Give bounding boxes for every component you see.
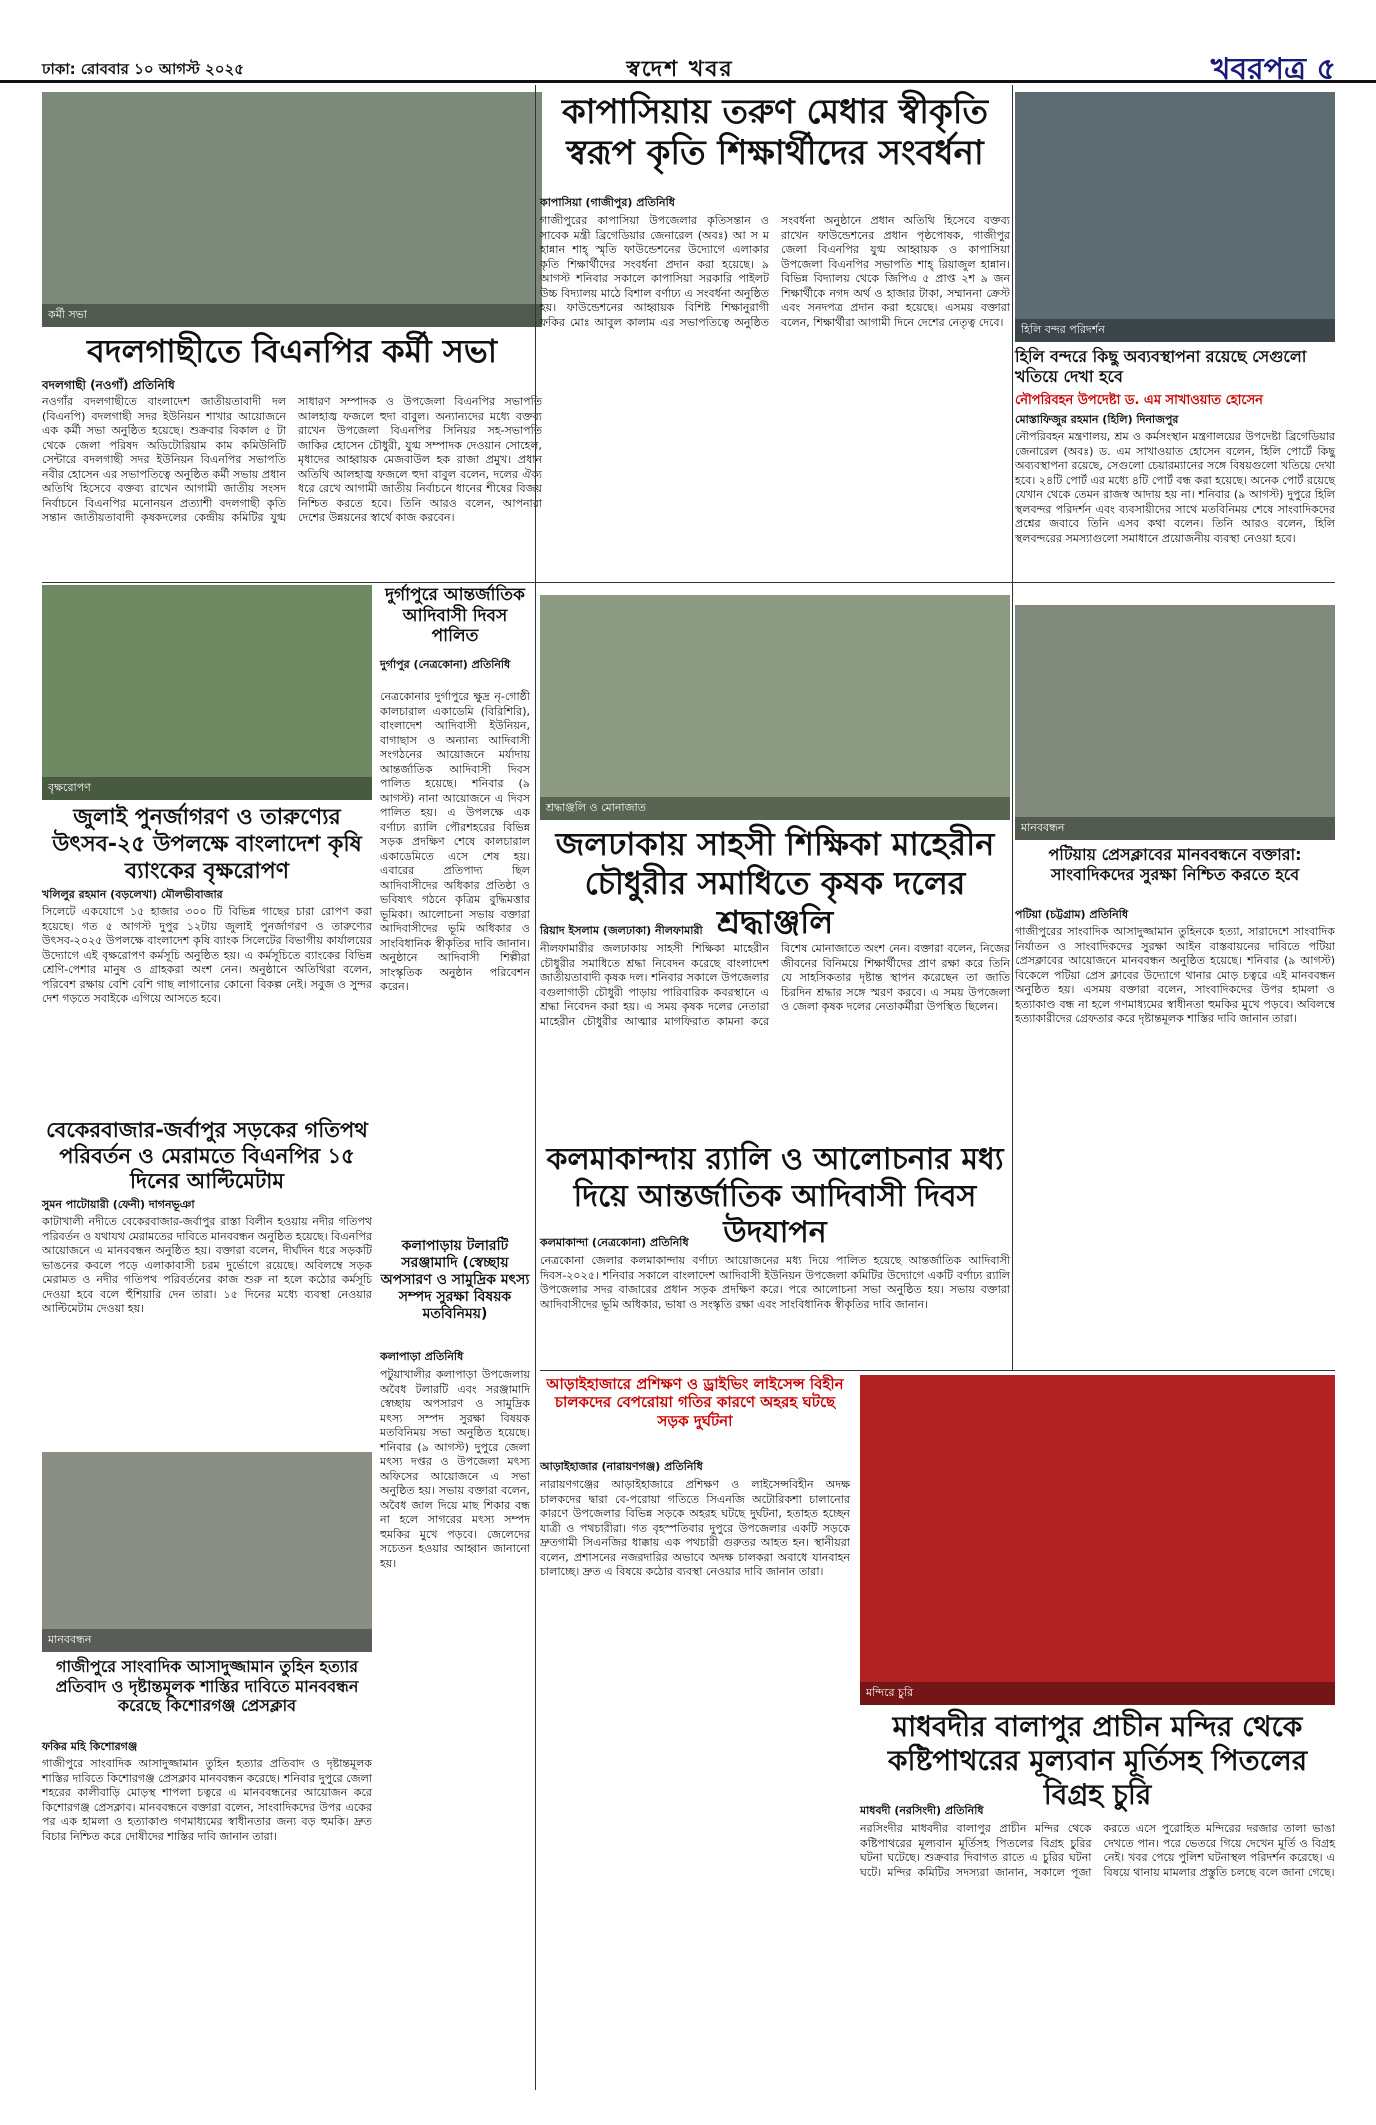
photo-jaldhaka-munajat: শ্রদ্ধাঞ্জলি ও মোনাজাত: [540, 595, 1010, 820]
byline-araihazar: আড়াইহাজার (নারায়ণগঞ্জ) প্রতিনিধি: [540, 1460, 703, 1473]
photo-kishoreganj-rally: মানববন্ধন: [42, 1452, 372, 1652]
row-divider: [540, 1370, 1335, 1371]
byline-jaldhaka: রিয়াদ ইসলাম (জলঢাকা) নীলফামারী: [540, 924, 703, 937]
byline-madhabdi: মাধবদী (নরসিংদী) প্রতিনিধি: [860, 1804, 984, 1817]
body-madhabdi: নরসিংদীর মাধবদীর বালাপুর প্রাচীন মন্দির থেকে কষ্টিপাথরের মূল্যবান মূর্তিসহ পিতলের বিগ্রহ চুরির ঘটনা ঘটেছে। শুক্রবার দিবাগত রাতে এ চুরির ঘটনা ঘটে। মন্দির কমিটির সদস্যরা জানান, সকালে পূজা করতে এসে পুরোহিত মন্দিরের দরজার তালা ভাঙা দেখতে পান। পরে ভেতরে গিয়ে দেখেন মূর্তি ও বিগ্রহ নেই। খবর পেয়ে পুলিশ ঘটনাস্থল পরিদর্শন করেছে। এ বিষয়ে থানায় মামলার প্রস্তুতি চলছে বলে জানা গেছে।: [860, 1822, 1335, 1879]
column-divider: [535, 85, 536, 2090]
byline-kalmakanda: কলমাকান্দা (নেত্রকোনা) প্রতিনিধি: [540, 1236, 689, 1249]
body-badalgachhi: নওগাঁর বদলগাছীতে বাংলাদেশ জাতীয়তাবাদী দল (বিএনপি) বদলগাছী সদর ইউনিয়ন শাখার আয়োজনে এক কর্মী সভা অনুষ্ঠিত হয়েছে। শুক্রবার বিকাল ৫ টা থেকে জেলা পরিষদ অডিটোরিয়াম কাম কমিউনিটি সেন্টারে বদলগাছী সদর ইউনিয়ন বিএনপির সভাপতি নবীর হোসেন এর সভাপতিত্বে অনুষ্ঠিত কর্মী সভায় প্রধান অতিথি হিসেবে বক্তব্য রাখেন আগামী জাতীয় সংসদ নির্বাচনে বিএনপির মনোনয়ন প্রত্যাশী বদলগাছী কৃতি সন্তান জাতীয়তাবাদী কৃষকদলের কেন্দ্রীয় কমিটির যুগ্ম সাধারণ সম্পাদক ও উপজেলা বিএনপির সভাপতি আলহাজ্ব ফজলে হুদা বাবুল। অন্যান্যদের মধ্যে বক্তব্য রাখেন উপজেলা বিএনপির সিনিয়র সহ-সভাপতি জাকির হোসেন চৌধুরী, যুগ্ম সম্পাদক দেওয়ান সোহেল, মৃধাদের আহ্বায়ক মেজবাউল হক রাজা প্রমুখ। প্রধান অতিথি আলহাজ্ব ফজলে হুদা বাবুল বলেন, দলের ঐক্য ধরে রেখে আগামী জাতীয় নির্বাচনে ধানের শীষের বিজয় নিশ্চিত করতে হবে। তিনি আরও বলেন, আপনারা দেশের উন্নয়নের স্বার্থে কাজ করবেন।: [42, 395, 542, 525]
body-durgapur: নেত্রকোনার দুর্গাপুরে ক্ষুদ্র নৃ-গোষ্ঠী কালচারাল একাডেমি (বিরিশিরি), বাংলাদেশ আদিবাসী ইউনিয়ন, বাগাছাস ও অন্যান্য আদিবাসী সংগঠনের আয়োজনে মর্যাদায় আন্তর্জাতিক আদিবাসী দিবস পালিত হয়েছে। শনিবার (৯ আগস্ট) নানা আয়োজনে এ দিবস পালিত হয়। এ উপলক্ষে এক বর্ণাঢ্য র‍্যালি পৌরশহরের বিভিন্ন সড়ক প্রদক্ষিণ শেষে কালচারাল একাডেমিতে এসে শেষ হয়। এবারের প্রতিপাদ্য ছিল আদিবাসীদের অধিকার প্রতিষ্ঠা ও ভবিষ্যৎ গঠনে কৃত্রিম বুদ্ধিমত্তার ভূমিকা। আলোচনা সভায় বক্তারা আদিবাসীদের ভূমি অধিকার ও সাংবিধানিক স্বীকৃতির দাবি জানান। অনুষ্ঠানে আদিবাসী শিল্পীরা সাংস্কৃতিক অনুষ্ঠান পরিবেশন করেন।: [380, 690, 530, 994]
photo-tree-plantation: বৃক্ষরোপণ: [42, 585, 372, 800]
byline-badalgachhi: বদলগাছী (নওগাঁ) প্রতিনিধি: [42, 378, 175, 392]
body-jaldhaka: নীলফামারীর জলঢাকায় সাহসী শিক্ষিকা মাহেরীন চৌধুরীর সমাধিতে শ্রদ্ধা নিবেদন করেছে বাংলাদেশ জাতীয়তাবাদী কৃষক দল। শনিবার সকালে উপজেলার বগুলাগাড়ী চৌধুরী পাড়ায় পারিবারিক কবরস্থানে এ শ্রদ্ধা নিবেদন করা হয়। এ সময় কৃষক দলের নেতারা মাহেরীন চৌধুরীর আত্মার মাগফিরাত কামনা করে বিশেষ মোনাজাতে অংশ নেন। বক্তারা বলেন, নিজের জীবনের বিনিময়ে শিক্ষার্থীদের প্রাণ রক্ষা করে তিনি যে সাহসিকতার দৃষ্টান্ত স্থাপন করেছেন তা জাতি চিরদিন শ্রদ্ধার সঙ্গে স্মরণ করবে। এ সময় উপজেলা ও জেলা কৃষক দলের নেতাকর্মীরা উপস্থিত ছিলেন।: [540, 942, 1010, 1028]
headline-araihazar: আড়াইহাজারে প্রশিক্ষণ ও ড্রাইভিং লাইসেন্স বিহীন চালকদের বেপরোয়া গতির কারণে অহরহ ঘটছে সড়ক দুর্ঘটনা: [546, 1375, 844, 1430]
column-divider: [1012, 85, 1013, 1370]
byline-tree-plantation: খলিলুর রহমান (বড়লেখা) মৌলভীবাজার: [42, 888, 223, 901]
headline-road-ultimatum: বেকেরবাজার-জর্বাপুর সড়কের গতিপথ পরিবর্তন ও মেরামতে বিএনপির ১৫ দিনের আল্টিমেটাম: [46, 1118, 368, 1194]
byline-hili: মোস্তাফিজুর রহমান (হিলি) দিনাজপুর: [1015, 413, 1179, 426]
headline-kalmakanda: কলমাকান্দায় র‍্যালি ও আলোচনার মধ্য দিয়ে আন্তর্জাতিক আদিবাসী দিবস উদযাপন: [546, 1142, 1004, 1251]
headline-madhabdi: মাধবদীর বালাপুর প্রাচীন মন্দির থেকে কষ্টিপাথরের মূল্যবান মূর্তিসহ পিতলের বিগ্রহ চুরি: [887, 1710, 1308, 1812]
photo-worker-meeting: কর্মী সভা: [42, 92, 542, 327]
byline-durgapur: দুর্গাপুর (নেত্রকোনা) প্রতিনিধি: [380, 658, 511, 671]
byline-kapasia: কাপাসিয়া (গাজীপুর) প্রতিনিধি: [540, 196, 675, 209]
body-kalapara: পটুয়াখালীর কলাপাড়া উপজেলায় অবৈধ টলারটি এবং সরঞ্জামাদি স্বেচ্ছায় অপসারণ ও সামুদ্রিক মৎস্য সম্পদ সুরক্ষা বিষয়ক মতবিনিময় সভা অনুষ্ঠিত হয়েছে। শনিবার (৯ আগস্ট) দুপুরে জেলা মৎস্য দপ্তর ও উপজেলা মৎস্য অফিসের আয়োজনে এ সভা অনুষ্ঠিত হয়। সভায় বক্তারা বলেন, অবৈধ জাল দিয়ে মাছ শিকার বন্ধ না হলে সাগরের মৎস্য সম্পদ হুমকির মুখে পড়বে। জেলেদের সচেতন হওয়ার আহ্বান জানানো হয়।: [380, 1368, 530, 1570]
body-kapasia: গাজীপুরের কাপাসিয়া উপজেলার কৃতিসন্তান ও সাবেক মন্ত্রী ব্রিগেডিয়ার জেনারেল (অবঃ) আ স ম হান্নান শাহ্ স্মৃতি ফাউন্ডেশনের উদ্যোগে এলাকার কৃতি শিক্ষার্থীদের সংবর্ধনা প্রদান করা হয়েছে। ৯ আগস্ট শনিবার সকালে কাপাসিয়া সরকারি পাইলট উচ্চ বিদ্যালয় মাঠে বিশাল বর্ণাঢ্য এ সংবর্ধনা অনুষ্ঠিত হয়। ফাউন্ডেশনের আহ্বায়ক বিশিষ্ট শিক্ষানুরাগী ফকির মোঃ আবুল কালাম এর সভাপতিত্বে অনুষ্ঠিত সংবর্ধনা অনুষ্ঠানে প্রধান অতিথি হিসেবে বক্তব্য রাখেন ফাউন্ডেশনের প্রধান পৃষ্ঠপোষক, গাজীপুর জেলা বিএনপির যুগ্ম আহ্বায়ক ও কাপাসিয়া উপজেলা বিএনপির সভাপতি শাহ্ রিয়াজুল হান্নান। বিভিন্ন বিদ্যালয় থেকে জিপিএ ৫ প্রাপ্ত ২শ ৯ জন শিক্ষার্থীকে নগদ অর্থ ও হাজার টাকা, সম্মাননা ক্রেস্ট এবং সনদপত্র প্রদান করা হয়েছে। এসময় বক্তারা বলেন, শিক্ষার্থীরা আগামী দিনে দেশের নেতৃত্ব দেবে।: [540, 214, 1010, 329]
subheadline-hili: নৌপরিবহন উপদেষ্টা ড. এম সাখাওয়াত হোসেন: [1015, 393, 1263, 408]
body-araihazar: নারায়ণগঞ্জের আড়াইহাজারে প্রশিক্ষণ ও লাইসেন্সবিহীন অদক্ষ চালকদের দ্বারা বে-পরোয়া গতিতে সিএনজি অটোরিকশা চালানোর কারণে উপজেলার বিভিন্ন সড়কে অহরহ ঘটছে দুর্ঘটনা, হতাহত হচ্ছেন যাত্রী ও পথচারীরা। গত বৃহস্পতিবার দুপুরে উপজেলার একটি সড়কে দ্রুতগামী সিএনজির ধাক্কায় এক পথচারী গুরুতর আহত হন। স্থানীয়রা বলেন, প্রশাসনের নজরদারির অভাবে অদক্ষ চালকরা অবাধে যানবাহন চালাচ্ছে। দ্রুত এ বিষয়ে কঠোর ব্যবস্থা নেওয়ার দাবি জানান তারা।: [540, 1478, 850, 1579]
byline-kishoreganj: ফকির মহি কিশোরগঞ্জ: [42, 1740, 138, 1753]
body-road-ultimatum: কাটাখালী নদীতে বেকেরবাজার-জর্বাপুর রাস্তা বিলীন হওয়ায় নদীর গতিপথ পরিবর্তন ও যথাযথ মেরামতের দাবিতে মানববন্ধন অনুষ্ঠিত হয়েছে। বিএনপির আয়োজনে এ মানববন্ধন অনুষ্ঠিত হয়। বক্তারা বলেন, দীর্ঘদিন ধরে সড়কটি ভাঙনের কবলে পড়ে এলাকাবাসী চরম দুর্ভোগে রয়েছে। অবিলম্বে সড়ক মেরামত ও নদীর গতিপথ পরিবর্তনের কাজ শুরু না হলে কঠোর কর্মসূচি দেওয়া হবে বলে হুঁশিয়ারি দেন তারা। ১৫ দিনের মধ্যে ব্যবস্থা নেওয়ার আল্টিমেটাম দেওয়া হয়।: [42, 1215, 372, 1316]
page-number: ৫: [1316, 52, 1336, 87]
byline-patiya: পটিয়া (চট্টগ্রাম) প্রতিনিধি: [1015, 908, 1129, 921]
edition-date: ঢাকা: রোববার ১০ আগস্ট ২০২৫: [42, 60, 244, 78]
headline-durgapur: দুর্গাপুরে আন্তর্জাতিক আদিবাসী দিবস পালিত: [385, 585, 525, 647]
headline-kapasia: কাপাসিয়ায় তরুণ মেধার স্বীকৃতি স্বরূপ কৃতি শিক্ষার্থীদের সংবর্ধনা: [561, 92, 989, 174]
body-kalmakanda: নেত্রকোনা জেলার কলমাকান্দায় বর্ণাঢ্য আয়োজনের মধ্য দিয়ে পালিত হয়েছে আন্তর্জাতিক আদিবাসী দিবস-২০২৫। শনিবার সকালে বাংলাদেশ আদিবাসী ইউনিয়ন উপজেলা কমিটির উদ্যোগে একটি বর্ণাঢ্য র‍্যালি উপজেলার সদর বাজারের প্রধান সড়ক প্রদক্ষিণ করে। পরে আলোচনা সভা অনুষ্ঠিত হয়। সভায় বক্তারা আদিবাসীদের ভূমি অধিকার, ভাষা ও সংস্কৃতি রক্ষা এবং সাংবিধানিক স্বীকৃতির দাবি জানান।: [540, 1254, 1010, 1311]
section-title: স্বদেশ খবর: [626, 57, 734, 82]
row-divider: [42, 582, 1335, 583]
newspaper-brand: খবরপত্র ৫: [1210, 52, 1336, 87]
headline-tree-plantation: জুলাই পুনর্জাগরণ ও তারুণ্যের উৎসব-২৫ উপলক্ষে বাংলাদেশ কৃষি ব্যাংকের বৃক্ষরোপণ: [52, 805, 362, 884]
body-kishoreganj: গাজীপুরে সাংবাদিক আসাদুজ্জামান তুহিন হত্যার প্রতিবাদ ও দৃষ্টান্তমূলক শাস্তির দাবিতে কিশোরগঞ্জ প্রেসক্লাব মানববন্ধন করেছে। শনিবার দুপুরে জেলা শহরের কালীবাড়ি মোড়স্থ শাপলা চত্বরে এ মানববন্ধনের আয়োজন করে কিশোরগঞ্জ প্রেসক্লাব। মানববন্ধনে বক্তারা বলেন, সাংবাদিকদের উপর একের পর এক হামলা ও হত্যাকাণ্ড গণমাধ্যমের স্বাধীনতার জন্য বড় হুমকি। দ্রুত বিচার নিশ্চিত করে দোষীদের শাস্তির দাবি জানান তারা।: [42, 1757, 372, 1843]
photo-temple: মন্দিরে চুরি: [860, 1375, 1335, 1705]
headline-hili: হিলি বন্দরে কিছু অব্যবস্থাপনা রয়েছে সেগুলো খতিয়ে দেখা হবে: [1015, 347, 1307, 386]
byline-road-ultimatum: সুমন পাটোয়ারী (ফেনী) দাগনভূঞা: [42, 1198, 195, 1211]
photo-hili-port: হিলি বন্দর পরিদর্শন: [1015, 92, 1335, 342]
body-tree-plantation: সিলেটে একযোগে ১৫ হাজার ৩০০ টি বিভিন্ন গাছের চারা রোপণ করা হয়েছে। গত ৫ আগস্ট দুপুর ১২টায় জুলাই পুনর্জাগরণ ও তারুণ্যের উৎসব-২০২৫ উপলক্ষে বাংলাদেশ কৃষি ব্যাংক সিলেটের বিভাগীয় কার্যালয়ের উদ্যোগে এই বৃক্ষরোপণ কর্মসূচি অনুষ্ঠিত হয়। এ কর্মসূচিতে ব্যাংকের বিভিন্ন শ্রেণি-পেশার মানুষ ও গ্রাহকরা অংশ নেন। অনুষ্ঠানে অতিথিরা বলেন, পরিবেশ রক্ষায় বেশি বেশি গাছ লাগানোর কোনো বিকল্প নেই। সবুজ ও সুন্দর দেশ গড়তে সবাইকে এগিয়ে আসতে হবে।: [42, 905, 372, 1006]
body-patiya: গাজীপুরের সাংবাদিক আসাদুজ্জামান তুহিনকে হত্যা, সারাদেশে সাংবাদিক নির্যাতন ও সাংবাদিকদের সুরক্ষা আইন বাস্তবায়নের দাবিতে পটিয়া প্রেসক্লাবের আয়োজনে মানববন্ধন অনুষ্ঠিত হয়েছে। শনিবার (৯ আগস্ট) বিকেলে পটিয়া প্রেস ক্লাবের উদ্যোগে থানার মোড় চত্বরে এই মানববন্ধন অনুষ্ঠিত হয়। এসময় বক্তারা বলেন, সাংবাদিকদের উপর হামলা ও হত্যাকাণ্ড বন্ধ না হলে গণমাধ্যমের স্বাধীনতা হুমকির মুখে পড়বে। অবিলম্বে হত্যাকারীদের গ্রেফতার করে দৃষ্টান্তমূলক শাস্তির দাবি জানান তারা।: [1015, 925, 1335, 1026]
headline-kishoreganj: গাজীপুরে সাংবাদিক আসাদুজ্জামান তুহিন হত্যার প্রতিবাদ ও দৃষ্টান্তমূলক শাস্তির দাবিতে মানববন্ধন করেছে কিশোরগঞ্জ প্রেসক্লাব: [55, 1657, 359, 1716]
body-hili: নৌপরিবহন মন্ত্রণালয়, শ্রম ও কর্মসংস্থান মন্ত্রণালয়ের উপদেষ্টা ব্রিগেডিয়ার জেনারেল (অবঃ) ড. এম সাখাওয়াত হোসেন বলেন, হিলি পোর্টে কিছু অব্যবস্থাপনা রয়েছে, সেগুলো চেয়ারম্যানের সঙ্গে বিষয়গুলো খতিয়ে দেখা হবে। ২৪টি পোর্ট এর মধ্যে ৪টি পোর্ট বন্ধ করা হয়েছে। অনেক পোর্ট রয়েছে যেখান থেকে তেমন রাজস্ব আদায় হয় না। শনিবার (৯ আগস্ট) দুপুরে হিলি স্থলবন্দর পরিদর্শন এবং ব্যবসায়ীদের সাথে মতবিনিময় শেষে সাংবাদিকদের প্রশ্নের জবাবে তিনি এসব কথা বলেন। তিনি আরও বলেন, হিলি স্থলবন্দরের সমস্যাগুলো সমাধানে প্রয়োজনীয় ব্যবস্থা নেওয়া হবে।: [1015, 430, 1335, 545]
headline-patiya: পটিয়ায় প্রেসক্লাবের মানববন্ধনে বক্তারা: সাংবাদিকদের সুরক্ষা নিশ্চিত করতে হবে: [1048, 845, 1302, 884]
photo-patiya-rally: মানববন্ধন: [1015, 605, 1335, 840]
headline-jaldhaka: জলঢাকায় সাহসী শিক্ষিকা মাহেরীন চৌধুরীর সমাধিতে কৃষক দলের শ্রদ্ধাঞ্জলি: [555, 825, 995, 942]
headline-badalgachhi: বদলগাছীতে বিএনপির কর্মী সভা: [86, 332, 497, 370]
byline-kalapara: কলাপাড়া প্রতিনিধি: [380, 1350, 464, 1363]
headline-kalapara: কলাপাড়ায় টলারটি সরঞ্জামাদি (স্বেচ্ছায় অপসারণ ও সামুদ্রিক মৎস্য সম্পদ সুরক্ষা বিষয়ক মতবিনিময়): [380, 1238, 530, 1323]
